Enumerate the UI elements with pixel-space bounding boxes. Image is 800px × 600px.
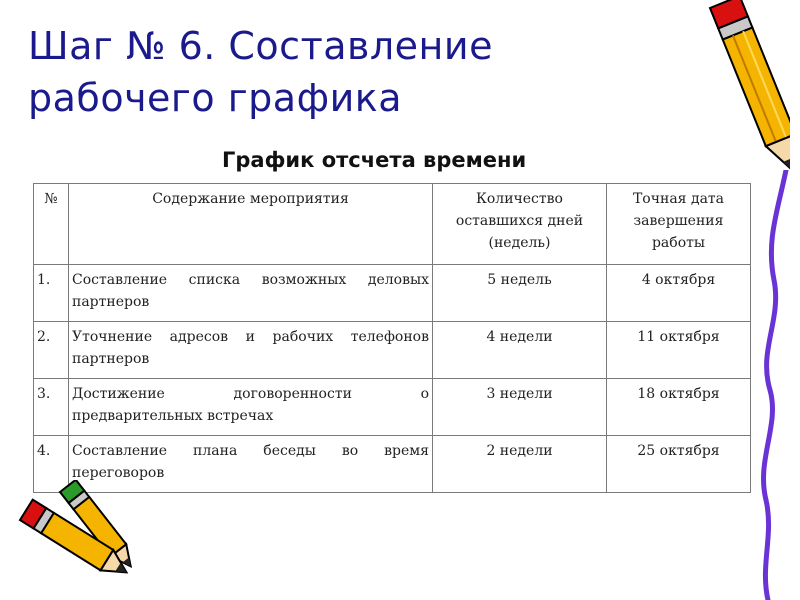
row-activity: Достижение договоренности о предварительных встречах xyxy=(69,379,433,436)
row-duration: 3 недели xyxy=(433,379,607,436)
pencil-icon xyxy=(0,480,135,600)
table-row xyxy=(34,265,751,322)
table-row xyxy=(34,379,751,436)
table-header-row xyxy=(34,184,751,265)
row-date: 18 октября xyxy=(607,379,751,436)
page-title: Шаг № 6. Составление рабочего графика xyxy=(28,24,493,120)
row-number: 1. xyxy=(34,265,69,322)
row-activity: Составление списка возможных деловых партнеров xyxy=(69,265,433,322)
row-date: 11 октября xyxy=(607,322,751,379)
row-activity: Уточнение адресов и рабочих телефонов партнеров xyxy=(69,322,433,379)
row-date: 4 октября xyxy=(607,265,751,322)
table-row xyxy=(34,436,751,493)
row-duration: 4 недели xyxy=(433,322,607,379)
squiggle-line xyxy=(748,170,798,600)
row-number: 2. xyxy=(34,322,69,379)
schedule-table xyxy=(33,183,751,493)
header-completion-date: Точная дата завершения работы xyxy=(607,184,751,265)
table-caption: График отсчета времени xyxy=(222,148,527,172)
header-remaining-time: Количество оставшихся дней (недель) xyxy=(433,184,607,265)
table-row xyxy=(34,322,751,379)
row-duration: 2 недели xyxy=(433,436,607,493)
row-activity: Составление плана беседы во время переговоров xyxy=(69,436,433,493)
row-date: 25 октября xyxy=(607,436,751,493)
header-number: № xyxy=(34,184,69,265)
row-number: 3. xyxy=(34,379,69,436)
row-number: 4. xyxy=(34,436,69,493)
pencil-icon xyxy=(655,0,790,200)
row-duration: 5 недель xyxy=(433,265,607,322)
header-activity: Содержание мероприятия xyxy=(69,184,433,265)
